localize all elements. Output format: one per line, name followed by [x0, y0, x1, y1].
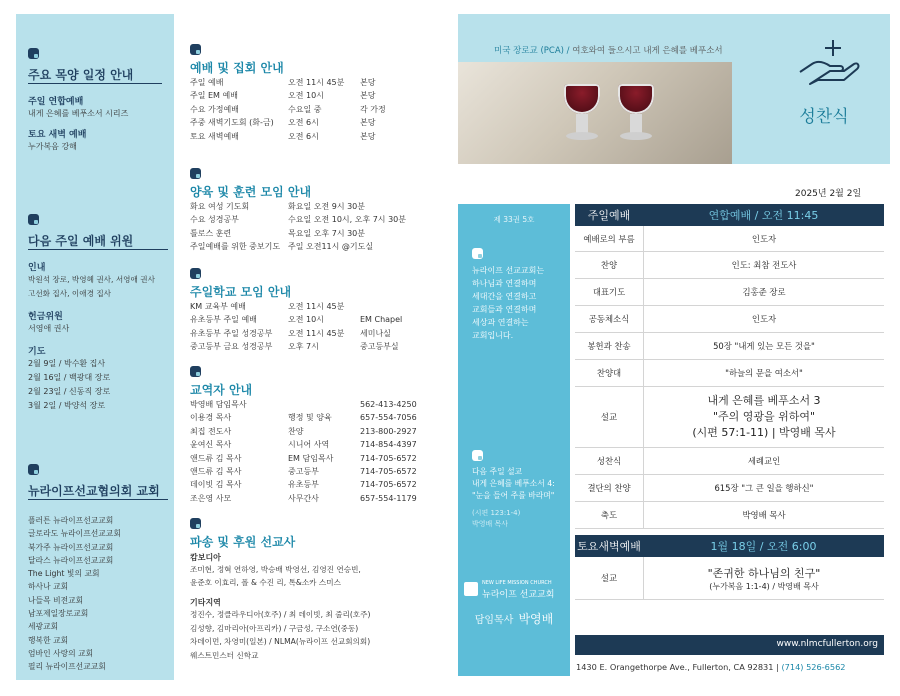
row-value: 인도자	[751, 233, 777, 244]
saturday-sermon-row	[575, 557, 884, 600]
missionaries-info	[190, 514, 445, 662]
church-item: 하사나 교회	[28, 582, 69, 592]
sunday-label: 주일예배	[587, 209, 631, 222]
saturday-service-header	[575, 535, 884, 557]
pastoral-schedule	[28, 44, 162, 154]
order-row	[575, 226, 884, 252]
table-cell: 657-554-1179	[360, 493, 417, 503]
volume-number: 제 33권 5호	[493, 215, 535, 224]
item-text: 누가복음 강해	[28, 142, 77, 151]
table-cell: 각 가정	[360, 104, 386, 114]
staff-table	[190, 398, 440, 505]
table-cell: 데이빗 김 목사	[190, 480, 242, 490]
row-label: 봉헌과 찬송	[575, 333, 644, 359]
church-item: 달라스 뉴라이프선교교회	[28, 555, 114, 565]
table-cell: 앤드류 김 목사	[190, 453, 242, 463]
table-row	[190, 452, 440, 465]
item-text: 서영애 권사	[28, 324, 70, 333]
table-row	[190, 492, 440, 505]
church-item: 필리 뉴라이프선교교회	[28, 662, 106, 672]
section-title: 파송 및 후원 선교사	[190, 535, 296, 549]
saturday-sermon-title: "존귀한 하나님의 친구"	[707, 566, 821, 580]
order-row	[575, 333, 884, 360]
table-cell: 본당	[360, 131, 376, 141]
table-cell: 틀로스 훈련	[190, 228, 232, 238]
table-cell: 714-705-6572	[360, 467, 417, 477]
mission-statement: 뉴라이프 선교교회는 하나님과 연결하며 세대간을 연결하고 교회들과 연결하며 세상과 연결하는 교회입니다.	[472, 266, 545, 340]
table-cell: 유초등부 주일 성경공부	[190, 328, 273, 338]
section-title: 양육 및 훈련 모임 안내	[190, 185, 312, 199]
cover-title: 성찬식	[799, 107, 849, 127]
table-cell: 714-705-6572	[360, 480, 417, 490]
row-label: 설교	[575, 387, 644, 447]
table-cell: 찬양	[288, 426, 304, 436]
item-text: 2월 9일 / 박수환 집사 2월 16일 / 백광대 장로 2월 23일 / 신동직 장로 3월 2일 / 박양석 장로	[28, 359, 111, 410]
training-info	[190, 164, 450, 254]
church-item: 세광교회	[28, 622, 59, 632]
saturday-label: 토요새벽예배	[577, 540, 641, 553]
table-row	[190, 103, 440, 116]
church-item: 엄바인 사랑의 교회	[28, 648, 94, 658]
square-bullet-icon	[472, 450, 483, 461]
table-cell: 오전 11시 45분	[288, 328, 345, 338]
table-row	[190, 327, 440, 340]
table-cell: 화요 여성 기도회	[190, 202, 250, 211]
region-head: 기타지역	[190, 598, 221, 607]
row-value: 세례교인	[747, 456, 781, 466]
table-cell: 행정 및 양육	[288, 413, 332, 423]
table-row	[190, 313, 440, 326]
mission-panel	[458, 204, 570, 656]
phone: (714) 526-6562	[781, 662, 846, 672]
row-value: "하늘의 문을 여소서"	[725, 368, 803, 378]
row-value: 내게 은혜를 베푸소서 3 "주의 영광을 위하여" (시편 57:1-11) | 박영배 목사	[692, 394, 836, 439]
table-row	[190, 240, 450, 253]
church-name-en: NEW LIFE MISSION CHURCH	[482, 580, 552, 586]
section-title: 교역자 안내	[190, 383, 253, 397]
left-panel	[16, 14, 174, 680]
address: 1430 E. Orangethorpe Ave., Fullerton, CA 92831	[576, 662, 774, 672]
church-item: 북가주 뉴라이프선교교회	[28, 542, 114, 552]
cover-verse: 여호와여 들으시고 내게 은혜를 베푸소서	[572, 46, 723, 56]
saturday-sermon-reference: (누가복음 1:1-4) / 박영배 목사	[709, 581, 819, 591]
table-cell: 오후 7시	[288, 342, 319, 352]
staff-info	[190, 362, 440, 505]
item-head: 기도	[28, 347, 46, 357]
order-row	[575, 475, 884, 502]
table-cell: 657-554-7056	[360, 413, 417, 423]
table-cell: 유초등부 주일 예배	[190, 315, 257, 325]
table-cell: 세미나실	[360, 328, 391, 338]
table-cell: 주일예배를 위한 중보기도	[190, 242, 281, 252]
table-cell: 714-705-6572	[360, 453, 417, 463]
order-row	[575, 360, 884, 387]
table-cell: EM 담임목사	[288, 453, 334, 463]
church-logo	[464, 580, 568, 602]
table-cell: 중고등부 금요 성경공부	[190, 342, 273, 352]
table-cell: 시니어 사역	[288, 440, 330, 450]
senior-pastor	[458, 608, 570, 627]
table-cell: 목요일 오후 7시 30분	[288, 228, 365, 238]
church-item: 플러튼 뉴라이프선교교회	[28, 516, 114, 525]
table-cell: 수요일 중	[288, 104, 322, 114]
section-title: 주요 목양 일정 안내	[28, 66, 162, 84]
table-cell: 윤여신 목사	[190, 440, 232, 450]
square-bullet-icon	[190, 366, 201, 377]
footer-address	[576, 662, 846, 672]
table-cell: KM 교육부 예배	[190, 302, 246, 311]
church-item: 행복한 교회	[28, 635, 69, 645]
next-sermon-reference: (시편 123:1-4) 박영배 목사	[472, 509, 521, 528]
mission-council-churches	[28, 460, 168, 674]
table-cell	[360, 300, 430, 313]
order-row	[575, 448, 884, 475]
table-cell: 수요 성경공부	[190, 215, 239, 225]
table-row	[190, 398, 440, 411]
church-item: The Light 빛의 교회	[28, 569, 100, 579]
phone-divider: |	[776, 662, 782, 672]
table-row	[190, 465, 440, 478]
saturday-service-time: 1월 18일 / 오전 6:00	[710, 540, 817, 553]
pastor-label: 담임목사	[474, 615, 514, 626]
table-cell: 오전 11시 45분	[288, 78, 345, 87]
bulletin-date: 2025년 2월 2일	[795, 189, 862, 199]
item-text: 박원석 장로, 박영혜 권사, 서영애 권사 고선화 집사, 이애경 집사	[28, 275, 155, 298]
sunday-service-time: 연합예배 / 오전 11:45	[708, 209, 819, 222]
table-row	[190, 76, 440, 89]
table-cell: EM Chapel	[360, 315, 403, 325]
item-head: 헌금위원	[28, 312, 63, 322]
table-cell: 714-854-4397	[360, 440, 417, 450]
square-bullet-icon	[190, 168, 201, 179]
missionary-list: 정진수, 정클라우디아(호주) / 최 데이빗, 최 줄리(호주) 김성향, 김마리아(아프리카) / 구금성, 구소연(중동) 차데이먼, 차영미(일본) / NLMA(뉴라이프 선교회의회) 웨스트민스터 신학교	[190, 610, 371, 660]
table-row	[190, 438, 440, 451]
table-cell: 오전 11시 45분	[288, 302, 345, 311]
row-label: 결단의 찬양	[575, 475, 644, 501]
table-row	[190, 213, 450, 226]
training-table	[190, 200, 450, 254]
table-row	[190, 89, 440, 102]
section-title: 뉴라이프선교협의회 교회	[28, 482, 168, 500]
item-text: 내게 은혜를 베푸소서 시리즈	[28, 109, 129, 118]
table-cell: 박영배 담임목사	[190, 400, 247, 409]
footer-strip	[458, 656, 570, 676]
table-cell: 주중 새벽기도회 (화-금)	[190, 118, 274, 128]
section-title: 다음 주일 예배 위원	[28, 232, 168, 250]
row-value: 615장 "그 큰 일을 행하신"	[714, 483, 814, 493]
row-label: 공동체소식	[575, 306, 644, 332]
square-bullet-icon	[472, 248, 483, 259]
website-bar	[575, 635, 884, 655]
table-row	[190, 300, 440, 313]
wine-cup-icon	[564, 84, 600, 114]
church-item: 글로라도 뉴라이프선교교회	[28, 529, 121, 539]
table-row	[190, 411, 440, 424]
denomination: 미국 장로교 (PCA)	[494, 46, 564, 56]
church-item: 나들목 비전교회	[28, 595, 84, 605]
table-cell: 본당	[360, 118, 376, 128]
table-row	[190, 340, 440, 353]
missionary-list: 조미현, 정혁 연하영, 박승배 박영선, 김영진 연승빈, 윤준호 이효리, 폴 & 수진 리, 톡&소카 스미스	[190, 565, 361, 587]
cover-subtitle	[494, 44, 723, 56]
table-cell: 사무간사	[288, 493, 319, 503]
row-value: 인도: 최참 전도사	[731, 260, 797, 270]
table-cell: 본당	[360, 78, 376, 87]
item-head: 주일 연합예배	[28, 97, 84, 107]
table-cell: 중고등부	[288, 467, 319, 477]
school-table	[190, 300, 440, 354]
hand-plus-icon	[796, 36, 862, 88]
row-label: 설교	[575, 557, 644, 599]
table-cell: 수요 가정예배	[190, 104, 239, 114]
row-label: 축도	[575, 502, 644, 528]
table-cell: 토요 새벽예배	[190, 131, 239, 141]
row-value: 김홍준 장로	[742, 287, 786, 297]
table-cell: 주일 예배	[190, 78, 224, 87]
order-row	[575, 387, 884, 448]
worship-info	[190, 40, 440, 143]
church-list	[28, 514, 168, 674]
communion-photo	[458, 62, 732, 164]
table-row	[190, 130, 440, 143]
square-bullet-icon	[28, 214, 39, 225]
region-head: 캄보디아	[190, 553, 221, 562]
row-value: 박영배 목사	[742, 510, 786, 520]
table-row	[190, 425, 440, 438]
table-cell: 오전 6시	[288, 131, 319, 141]
section-title: 주일학교 모임 안내	[190, 285, 292, 299]
section-title: 예배 및 집회 안내	[190, 61, 284, 75]
square-bullet-icon	[190, 268, 201, 279]
table-cell: 오전 10시	[288, 315, 324, 325]
worship-table	[190, 76, 440, 143]
table-cell: 화요일 오전 9시 30분	[288, 202, 365, 211]
square-bullet-icon	[28, 464, 39, 475]
table-cell	[288, 398, 360, 411]
table-row	[190, 200, 450, 213]
table-cell: 213-800-2927	[360, 426, 417, 436]
church-name-kr: 뉴라이프 선교교회	[482, 590, 555, 600]
row-value: 인도자	[751, 314, 777, 324]
church-logo-icon	[464, 582, 478, 596]
row-label: 예배로의 부름	[575, 226, 644, 251]
separator: /	[566, 46, 573, 56]
row-label: 찬양	[575, 252, 644, 278]
table-cell: 조은영 사모	[190, 493, 232, 503]
table-cell: 주일 EM 예배	[190, 91, 238, 101]
order-row	[575, 252, 884, 279]
table-cell: 562-413-4250	[360, 400, 417, 409]
table-row	[190, 116, 440, 129]
order-row	[575, 502, 884, 529]
item-head: 인내	[28, 263, 46, 273]
next-week-committee	[28, 210, 168, 413]
sunday-school-info	[190, 264, 440, 354]
order-rows	[575, 226, 884, 529]
row-label: 찬양대	[575, 360, 644, 386]
square-bullet-icon	[190, 518, 201, 529]
table-cell: 이용경 목사	[190, 413, 232, 423]
table-cell: 중고등부실	[360, 342, 399, 352]
website[interactable]: www.nlmcfullerton.org	[776, 639, 878, 649]
table-cell: 오전 6시	[288, 118, 319, 128]
pastor-name: 박영배	[518, 612, 554, 626]
square-bullet-icon	[28, 48, 39, 59]
row-value: 50장 "내게 있는 모든 것을"	[713, 341, 815, 351]
next-sermon: 다음 주일 설교 내게 은혜를 베푸소서 4: "눈을 들어 주를 바라며"	[472, 467, 555, 500]
square-bullet-icon	[190, 44, 201, 55]
sunday-service-header	[575, 204, 884, 226]
cover-header	[458, 14, 890, 164]
service-order-table	[575, 204, 884, 600]
table-cell: 주일 오전11시 @기도실	[288, 242, 374, 252]
wine-cup-icon	[618, 84, 654, 114]
table-row	[190, 227, 450, 240]
table-row	[190, 478, 440, 491]
table-cell: 본당	[360, 91, 376, 101]
table-cell: 앤드류 김 목사	[190, 467, 242, 477]
row-label: 대표기도	[575, 279, 644, 305]
order-row	[575, 306, 884, 333]
order-row	[575, 279, 884, 306]
item-head: 토요 새벽 예배	[28, 130, 87, 140]
row-label: 성찬식	[575, 448, 644, 474]
table-cell: 유초등부	[288, 480, 319, 490]
church-item: 남포제일장로교회	[28, 609, 89, 619]
table-cell: 오전 10시	[288, 91, 324, 101]
table-cell: 최집 전도사	[190, 426, 232, 436]
table-cell: 수요일 오전 10시, 오후 7시 30분	[288, 215, 406, 225]
